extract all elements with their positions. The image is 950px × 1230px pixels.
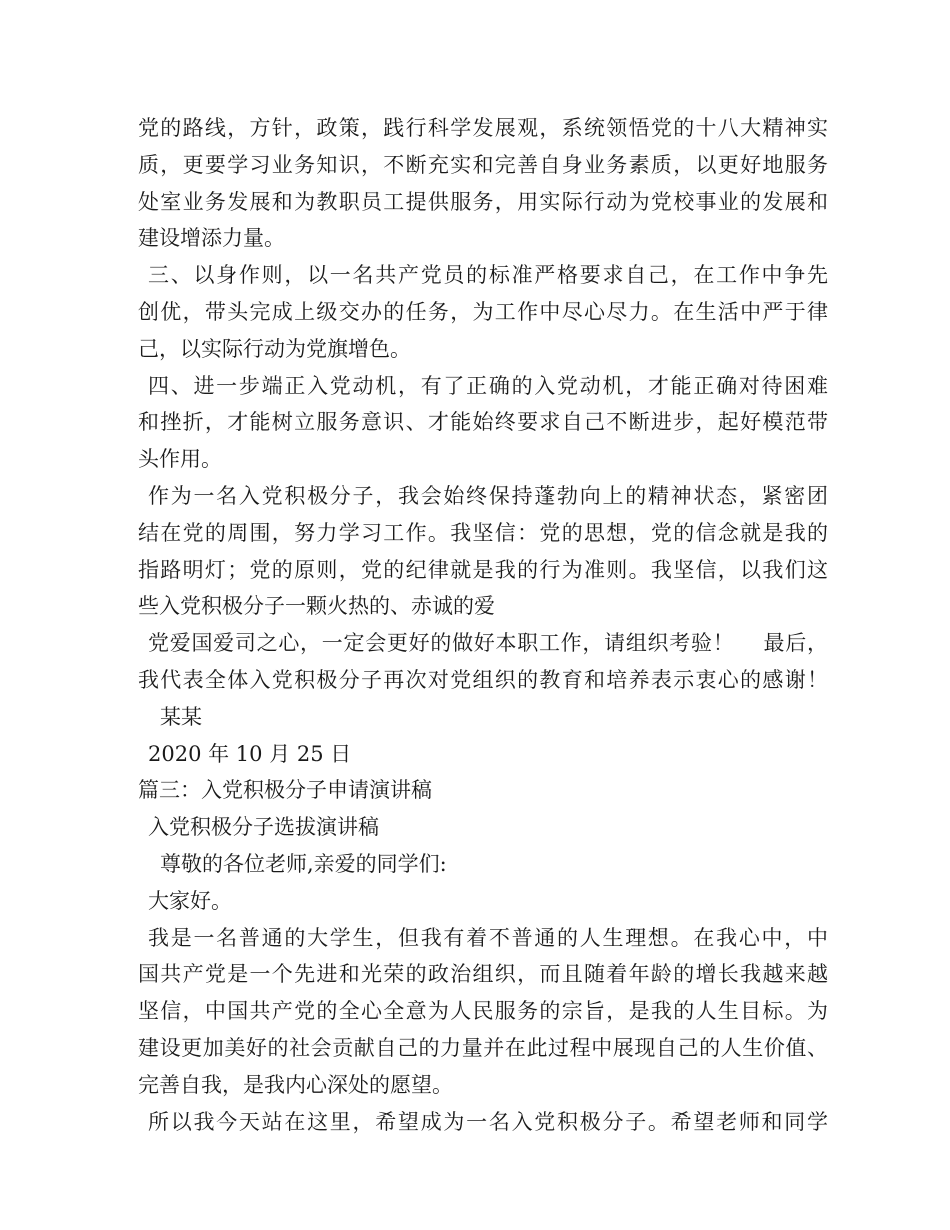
text-line: 结在党的周围，努力学习工作。我坚信：党的思想，党的信念就是我的 xyxy=(138,520,828,545)
text-line: 所以我今天站在这里，希望成为一名入党积极分子。希望老师和同学 xyxy=(148,1109,828,1134)
text-line: 建设更加美好的社会贡献自己的力量并在此过程中展现自己的人生价值、 xyxy=(138,1035,828,1060)
text-line: 头作用。 xyxy=(138,447,222,472)
text-line: 我是一名普通的大学生，但我有着不普通的人生理想。在我心中，中 xyxy=(148,925,828,950)
text-line: 处室业务发展和为教职员工提供服务，用实际行动为党校事业的发展和 xyxy=(138,189,828,214)
text-line: 我代表全体入党积极分子再次对党组织的教育和培养表示衷心的感谢！ xyxy=(138,667,828,692)
text-line: 坚信，中国共产党的全心全意为人民服务的宗旨，是我的人生目标。为 xyxy=(138,999,828,1024)
salutation: 尊敬的各位老师,亲爱的同学们: xyxy=(160,851,447,876)
section-heading: 篇三：入党积极分子申请演讲稿 xyxy=(138,778,432,803)
text-line: 和挫折，才能树立服务意识、才能始终要求自己不断进步，起好模范带 xyxy=(138,410,828,435)
text-line: 党爱国爱司之心，一定会更好的做好本职工作，请组织考验！ 最后， xyxy=(148,631,828,656)
signature-date: 2020 年 10 月 25 日 xyxy=(148,741,352,766)
text-line: 些入党积极分子一颗火热的、赤诚的爱 xyxy=(138,594,495,619)
text-line: 质，更要学习业务知识，不断充实和完善自身业务素质，以更好地服务 xyxy=(138,152,828,177)
text-line: 国共产党是一个先进和光荣的政治组织，而且随着年龄的增长我越来越 xyxy=(138,962,828,987)
signature-name: 某某 xyxy=(160,704,202,729)
document-body xyxy=(138,110,828,1140)
text-line: 创优，带头完成上级交办的任务，为工作中尽心尽力。在生活中严于律 xyxy=(138,299,828,324)
text-line: 建设增添力量。 xyxy=(138,226,285,251)
text-line: 己，以实际行动为党旗增色。 xyxy=(138,336,411,361)
greeting: 大家好。 xyxy=(148,888,232,913)
text-line: 党的路线，方针，政策，践行科学发展观，系统领悟党的十八大精神实 xyxy=(138,116,828,140)
text-line: 作为一名入党积极分子，我会始终保持蓬勃向上的精神状态，紧密团 xyxy=(148,483,828,508)
text-line: 三、以身作则，以一名共产党员的标准严格要求自己，在工作中争先 xyxy=(148,263,828,288)
text-line: 四、进一步端正入党动机，有了正确的入党动机，才能正确对待困难 xyxy=(148,373,828,398)
speech-title: 入党积极分子选拔演讲稿 xyxy=(148,815,379,840)
text-line: 指路明灯；党的原则，党的纪律就是我的行为准则。我坚信，以我们这 xyxy=(138,557,828,582)
text-line: 完善自我，是我内心深处的愿望。 xyxy=(138,1072,453,1097)
